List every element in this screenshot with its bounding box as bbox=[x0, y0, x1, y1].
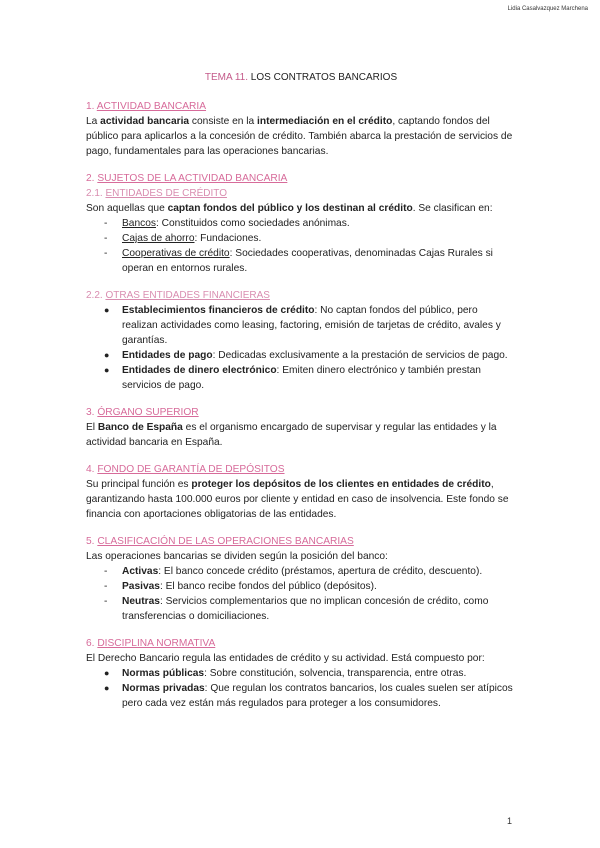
bullet-icon: ● bbox=[104, 305, 110, 315]
page-number: 1 bbox=[506, 816, 512, 826]
title-number: TEMA 11. bbox=[204, 72, 249, 83]
subsection-heading: 2.2. OTRAS ENTIDADES FINANCIERAS bbox=[86, 290, 270, 301]
section-heading: 4. FONDO DE GARANTÍA DE DEPÓSITOS bbox=[86, 464, 285, 475]
paragraph: El Derecho Bancario regula las entidades de crédito y su actividad. Está compuesto por: bbox=[86, 653, 485, 664]
list-item: ● Normas públicas: Sobre constitución, solvencia, transparencia, entre otras. bbox=[104, 668, 467, 679]
paragraph: La actividad bancaria consiste en la intermediación en el crédito, captando fondos del público para aplicarlos a la concesión de crédito. También abarca la prestación de servicios de pago, fundamentales para las operaciones bancarias. bbox=[86, 116, 513, 157]
document-body bbox=[86, 70, 516, 723]
section-actividad-bancaria bbox=[86, 99, 516, 159]
bullet-list bbox=[86, 303, 516, 393]
section-heading: 2. SUJETOS DE LA ACTIVIDAD BANCARIA bbox=[86, 173, 288, 184]
section-organo-superior bbox=[86, 405, 516, 450]
section-fondo-garantia bbox=[86, 462, 516, 522]
title-text: LOS CONTRATOS BANCARIOS bbox=[248, 72, 398, 83]
paragraph: Son aquellas que captan fondos del público y los destinan al crédito. Se clasifican en: bbox=[86, 203, 493, 214]
dash-list bbox=[86, 216, 516, 276]
section-heading: 5. CLASIFICACIÓN DE LAS OPERACIONES BANCARIAS bbox=[86, 536, 354, 547]
section-sujetos bbox=[86, 171, 516, 393]
list-item: ● Establecimientos financieros de crédito: No captan fondos del público, pero realizan actividades como leasing, factoring, emisión de tarjetas de crédito, avales y garantías. bbox=[104, 305, 501, 346]
list-item: - Bancos: Constituidos como sociedades anónimas. bbox=[104, 218, 350, 229]
dash-list bbox=[86, 564, 516, 624]
list-item: ● Entidades de dinero electrónico: Emiten dinero electrónico y también prestan servicios de pago. bbox=[104, 365, 481, 391]
document-title bbox=[86, 70, 516, 85]
bullet-icon: ● bbox=[104, 683, 110, 693]
list-item: ● Entidades de pago: Dedicadas exclusivamente a la prestación de servicios de pago. bbox=[104, 350, 508, 361]
list-item: ● Normas privadas: Que regulan los contratos bancarios, los cuales suelen ser atípicos pero cada vez están más regulados para proteger a los consumidores. bbox=[104, 683, 513, 709]
list-item: - Neutras: Servicios complementarios que no implican concesión de crédito, como transferencias o domiciliaciones. bbox=[104, 596, 489, 622]
list-item: - Cajas de ahorro: Fundaciones. bbox=[104, 233, 262, 244]
author-name: Lidia Casalvazquez Marchena bbox=[507, 6, 588, 12]
bullet-icon: ● bbox=[104, 668, 110, 678]
list-item: - Pasivas: El banco recibe fondos del público (depósitos). bbox=[104, 581, 377, 592]
bullet-list bbox=[86, 666, 516, 711]
list-item: - Activas: El banco concede crédito (préstamos, apertura de crédito, descuento). bbox=[104, 566, 483, 577]
paragraph: El Banco de España es el organismo encargado de supervisar y regular las entidades y la actividad bancaria en España. bbox=[86, 422, 497, 448]
section-heading: 1. ACTIVIDAD BANCARIA bbox=[86, 101, 207, 112]
paragraph: Las operaciones bancarias se dividen según la posición del banco: bbox=[86, 551, 388, 562]
bullet-icon: ● bbox=[104, 350, 110, 360]
subsection-heading: 2.1. ENTIDADES DE CRÉDITO bbox=[86, 188, 227, 199]
bullet-icon: ● bbox=[104, 365, 110, 375]
section-disciplina-normativa bbox=[86, 636, 516, 711]
section-heading: 6. DISCIPLINA NORMATIVA bbox=[86, 638, 216, 649]
list-item: - Cooperativas de crédito: Sociedades cooperativas, denominadas Cajas Rurales si operan en entornos rurales. bbox=[104, 248, 493, 274]
section-heading: 3. ÓRGANO SUPERIOR bbox=[86, 407, 199, 418]
section-clasificacion bbox=[86, 534, 516, 624]
paragraph: Su principal función es proteger los depósitos de los clientes en entidades de crédito, garantizando hasta 100.000 euros por cliente y entidad en caso de insolvencia. Este fondo se financia con aportaciones obligatorias de las entidades. bbox=[86, 479, 509, 520]
